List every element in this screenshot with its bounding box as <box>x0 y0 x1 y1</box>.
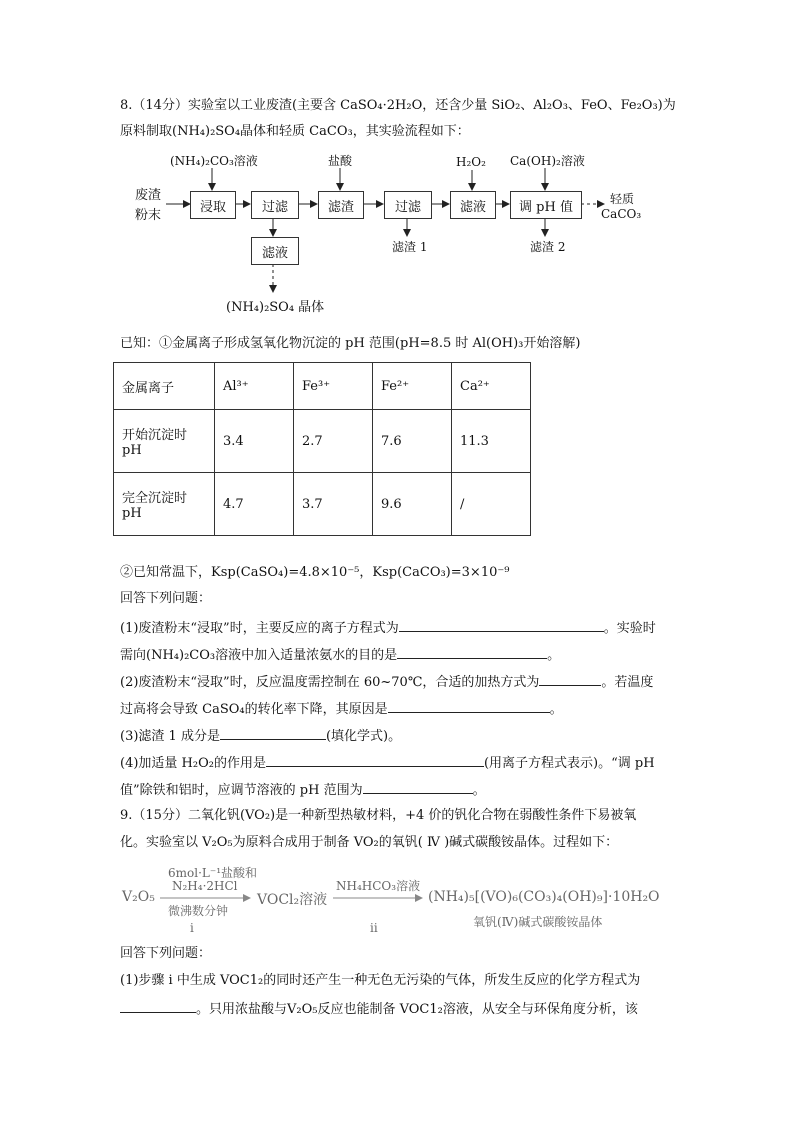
q9-part1-line1: (1)步骤 i 中生成 VOC1₂的同时还产生一种无色无污染的气体，所发生反应的化学方程式为 <box>120 973 641 988</box>
q8-part1-text-c: 需向(NH₄)₂CO₃溶液中加入适量浓氨水的目的是 <box>120 648 398 663</box>
q9-head: 9.（15分）二氧化钒(VO₂)是一种新型热敏材料，+4 价的钒化合物在弱酸性条件下易被氧 <box>120 808 637 823</box>
ph-table-header-cell: Fe³⁺ <box>294 363 373 410</box>
flow-reagent-h2o2: H₂O₂ <box>456 155 486 169</box>
flow-box-filtrate-lower <box>251 237 299 265</box>
q8-part3-text-b: (填化学式)。 <box>325 729 402 744</box>
q8-part1-line2 <box>120 644 560 666</box>
q8-answer-intro: 回答下列问题： <box>120 591 212 606</box>
ph-table-cell: 11.3 <box>452 410 531 473</box>
answer-blank[interactable] <box>399 617 604 632</box>
q9-answer-intro: 回答下列问题： <box>120 946 212 961</box>
answer-blank[interactable] <box>397 644 547 659</box>
q8-part1-line1 <box>120 617 656 639</box>
flow-output-residue1: 滤渣 1 <box>392 240 428 254</box>
flow-box-filtrate <box>450 191 496 219</box>
ph-table-row-label-b: pH <box>122 443 142 458</box>
flow-reagent-hydrochloric-acid: 盐酸 <box>328 154 353 168</box>
q8-part4-text-a: (4)加适量 H₂O₂的作用是 <box>120 756 266 771</box>
flow-box-leach <box>190 191 236 219</box>
ph-table-cell: 3.7 <box>294 473 373 536</box>
q8-part2-text-d: 。 <box>549 702 563 717</box>
ph-table-row-label-b: pH <box>122 506 142 521</box>
flow-box-residue <box>318 191 364 219</box>
q8-part4-text-b: (用离子方程式表示)。“调 pH <box>483 756 655 771</box>
flow-start-line2: 粉末 <box>135 208 162 223</box>
q9-product-name: 氧钒(Ⅳ)碱式碳酸铵晶体 <box>473 915 603 929</box>
ph-table-cell: 2.7 <box>294 410 373 473</box>
ph-table-cell: 9.6 <box>373 473 452 536</box>
flow-arrows <box>0 0 794 330</box>
ph-table-cell: 4.7 <box>215 473 294 536</box>
answer-blank[interactable] <box>266 752 484 767</box>
flow-box-leach-label: 浸取 <box>199 199 226 215</box>
q8-known2: ②已知常温下，Ksp(CaSO₄)=4.8×10⁻⁵，Ksp(CaCO₃)=3×10⁻⁹ <box>120 565 510 580</box>
q9-step2-label: ii <box>370 921 378 935</box>
ph-table-header-cell: Al³⁺ <box>215 363 294 410</box>
q9-head2: 化。实验室以 V₂O₅为原料合成用于制备 VO₂的氧钒( Ⅳ )碱式碳酸铵晶体。过程如下： <box>120 835 619 850</box>
answer-blank[interactable] <box>388 698 550 713</box>
answer-blank[interactable] <box>363 779 473 794</box>
q8-known1: 已知：①金属离子形成氢氧化物沉淀的 pH 范围(pH=8.5 时 Al(OH)₃开始溶解) <box>120 336 581 351</box>
flow-box-residue-label: 滤渣 <box>327 199 354 215</box>
q8-part3 <box>120 725 401 747</box>
q9-step1-label: i <box>190 921 194 935</box>
answer-blank[interactable] <box>120 998 196 1013</box>
flow-box-filter1 <box>251 191 299 219</box>
flow-product-light: 轻质 <box>610 192 635 206</box>
q8-part4-line2 <box>120 779 486 801</box>
flow-box-filter2-label: 过滤 <box>394 199 421 215</box>
q8-part2-line1 <box>120 671 653 693</box>
ph-table-row-label-a: 完全沉淀时 <box>122 491 188 506</box>
q8-part3-text-a: (3)滤渣 1 成分是 <box>120 729 220 744</box>
q9-reagent1-line2: N₂H₄·2HCl <box>172 879 238 893</box>
q8-part1-text-a: (1)废渣粉末“浸取”时，主要反应的离子方程式为 <box>120 621 399 636</box>
q8-head: 8.（14分）实验室以工业废渣(主要含 CaSO₄·2H₂O，还含少量 SiO₂、Al₂O₃、FeO、Fe₂O₃)为 <box>120 98 676 113</box>
q9-scheme-arrows <box>0 860 794 940</box>
ph-table <box>113 362 531 536</box>
flow-product-caco3: CaCO₃ <box>601 207 642 221</box>
ph-table-cell: / <box>452 473 531 536</box>
q8-part4-line1 <box>120 752 655 774</box>
q8-part2-text-b: 。若温度 <box>601 675 654 690</box>
q9-product: (NH₄)₅[(VO)₆(CO₃)₄(OH)₉]·10H₂O <box>428 889 660 905</box>
q9-reagent1-line1: 6mol·L⁻¹盐酸和 <box>168 866 258 880</box>
ph-table-cell: 3.4 <box>215 410 294 473</box>
q9-start-compound: V₂O₅ <box>122 889 155 905</box>
q8-part2-text-c: 过高将会导致 CaSO₄的转化率下降，其原因是 <box>120 702 388 717</box>
q9-part1-line2 <box>120 998 638 1020</box>
q8-part4-text-d: 。 <box>472 783 486 798</box>
flow-product-ammonium-sulfate: (NH₄)₂SO₄ 晶体 <box>226 300 325 315</box>
flow-box-filter2 <box>384 191 432 219</box>
flow-output-residue2: 滤渣 2 <box>530 240 566 254</box>
flow-reagent-calcium-hydroxide: Ca(OH)₂溶液 <box>510 154 585 168</box>
q9-intermediate: VOCl₂溶液 <box>257 892 328 908</box>
q8-head2: 原料制取(NH₄)₂SO₄晶体和轻质 CaCO₃，其实验流程如下： <box>120 124 470 139</box>
table-row <box>114 410 531 473</box>
q8-part1-text-b: 。实验时 <box>603 621 656 636</box>
q9-reagent2: NH₄HCO₃溶液 <box>336 879 421 893</box>
answer-blank[interactable] <box>539 671 601 686</box>
q9-part1-text-b: 。只用浓盐酸与V₂O₅反应也能制备 VOC1₂溶液，从安全与环保角度分析，该 <box>196 1002 638 1017</box>
flow-box-filtrate-label: 滤液 <box>459 199 486 215</box>
q8-part1-text-d: 。 <box>547 648 561 663</box>
ph-table-header-cell: Fe²⁺ <box>373 363 452 410</box>
flow-reagent-ammonium-carbonate: (NH₄)₂CO₃溶液 <box>170 154 258 168</box>
flow-start-line1: 废渣 <box>135 188 162 203</box>
ph-table-header-cell: Ca²⁺ <box>452 363 531 410</box>
q8-part2-text-a: (2)废渣粉末“浸取”时，反应温度需控制在 60~70℃，合适的加热方式为 <box>120 675 540 690</box>
table-row <box>114 473 531 536</box>
q8-part4-text-c: 值”除铁和铝时，应调节溶液的 pH 范围为 <box>120 783 363 798</box>
ph-table-row-label <box>114 410 215 473</box>
flow-box-filtrate-lower-label: 滤液 <box>261 245 288 261</box>
ph-table-row-label-a: 开始沉淀时 <box>122 428 188 443</box>
answer-blank[interactable] <box>220 725 326 740</box>
flow-box-adjust-ph-label: 调 pH 值 <box>519 199 573 215</box>
ph-table-row-label <box>114 473 215 536</box>
q8-part2-line2 <box>120 698 563 720</box>
flow-box-filter1-label: 过滤 <box>261 199 288 215</box>
ph-table-header-cell: 金属离子 <box>114 363 215 410</box>
flow-box-adjust-ph <box>510 191 582 219</box>
ph-table-cell: 7.6 <box>373 410 452 473</box>
q9-reagent1-condition: 微沸数分钟 <box>168 904 229 918</box>
